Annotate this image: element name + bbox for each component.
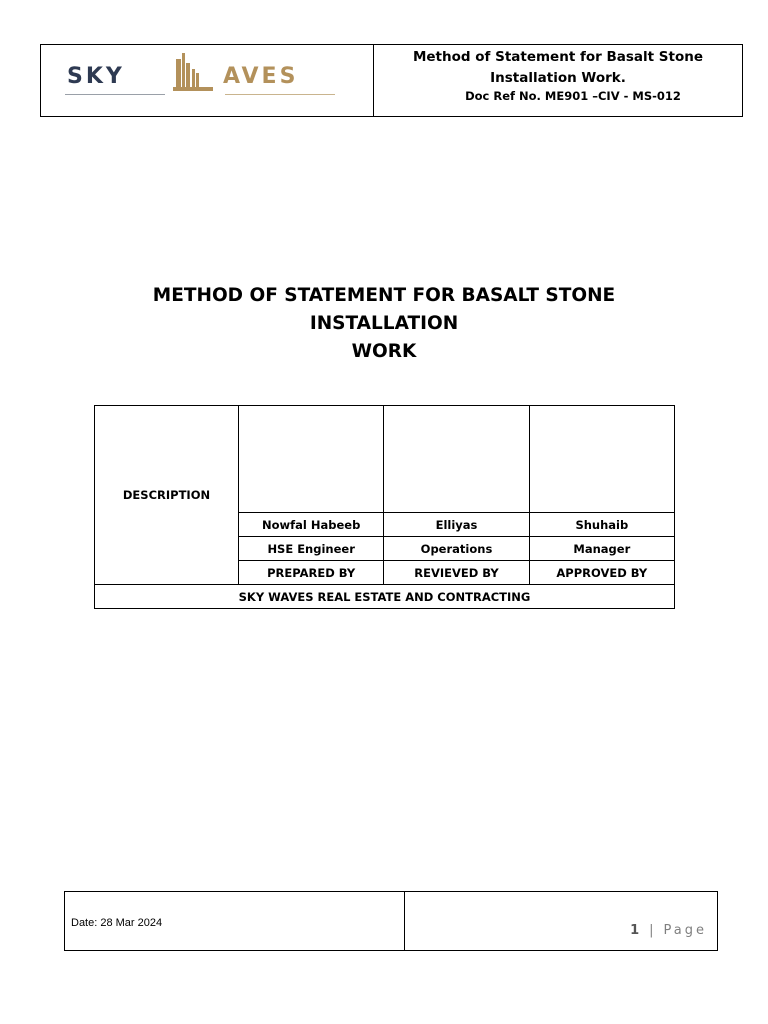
position-reviewed: Operations — [384, 537, 529, 561]
approval-table — [94, 405, 675, 609]
role-approved: APPROVED BY — [529, 561, 674, 585]
document-title — [80, 282, 688, 366]
signature-cell-prepared — [239, 406, 384, 513]
page-label: Page — [663, 923, 707, 938]
logo-text-sky: SKY — [67, 64, 125, 89]
page-number: 1 — [630, 923, 640, 938]
description-label: DESCRIPTION — [95, 406, 239, 585]
position-approved: Manager — [529, 537, 674, 561]
logo-cell — [41, 45, 374, 117]
page-separator: | — [649, 923, 654, 938]
role-reviewed: REVIEVED BY — [384, 561, 529, 585]
position-prepared: HSE Engineer — [239, 537, 384, 561]
document-title-line-1: METHOD OF STATEMENT FOR BASALT STONE INSTALLATION — [152, 285, 616, 334]
role-prepared: PREPARED BY — [239, 561, 384, 585]
name-reviewed: Elliyas — [384, 513, 529, 537]
name-prepared: Nowfal Habeeb — [239, 513, 384, 537]
signature-cell-reviewed — [384, 406, 529, 513]
company-name-row: SKY WAVES REAL ESTATE AND CONTRACTING — [95, 585, 675, 609]
company-logo — [65, 53, 337, 103]
document-footer — [64, 891, 718, 951]
signature-cell-approved — [529, 406, 674, 513]
header-title-line-2: Installation Work. — [490, 70, 626, 86]
name-approved: Shuhaib — [529, 513, 674, 537]
doc-ref-number: Doc Ref No. ME901 –CIV - MS-012 — [465, 89, 681, 103]
document-title-line-2: WORK — [351, 341, 417, 362]
header-title-cell — [374, 45, 742, 117]
logo-text-waves: AVES — [223, 64, 299, 89]
document-header — [40, 44, 743, 117]
footer-date: Date: 28 Mar 2024 — [71, 917, 163, 929]
page-indicator — [630, 923, 707, 938]
header-title-line-1: Method of Statement for Basalt Stone — [412, 49, 704, 65]
footer-date-cell — [65, 892, 405, 950]
